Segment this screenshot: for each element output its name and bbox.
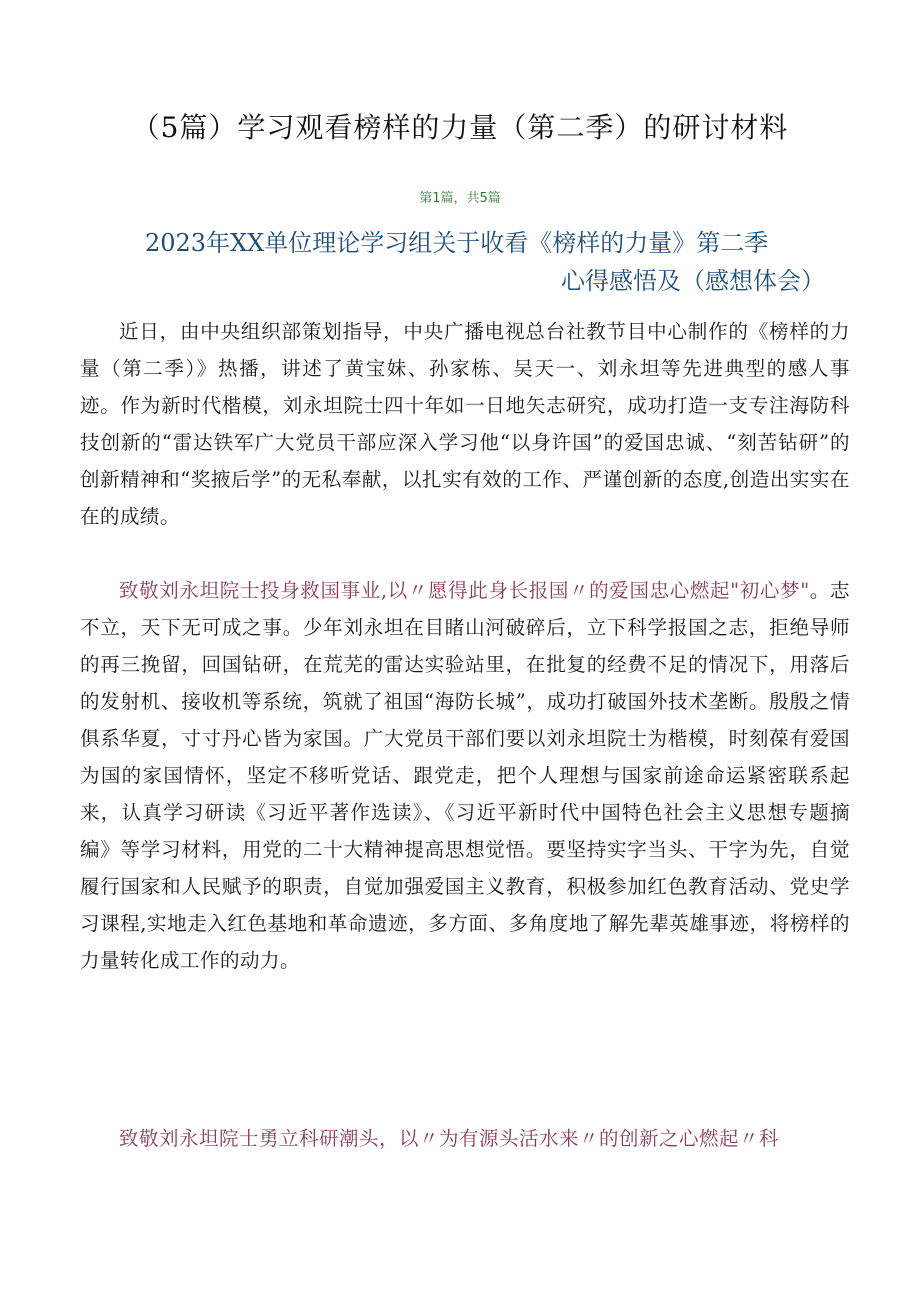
paragraph-2 — [80, 572, 850, 979]
section-title-line1: 2023年XX单位理论学习组关于收看《榜样的力量》第二季 — [145, 229, 769, 257]
section-title-line2: 心得感悟及（感想体会） — [561, 267, 825, 295]
paragraph-1: 近日，由中央组织部策划指导，中央广播电视总台社教节目中心制作的《榜样的力量（第二季）》热播，讲述了黄宝妹、孙家栋、吴天一、刘永坦等先进典型的感人事迹。作为新时代楷模，刘永坦院士四十年如一日地矢志研究，成功打造一支专注海防科技创新的“雷达铁军广大党员干部应深入学习他“以身许国”的爱国忠诚、“刻苦钻研”的创新精神和“奖掖后学”的无私奉献，以扎实有效的工作、严谨创新的态度,创造出实实在在的成绩。 — [80, 320, 850, 528]
document-title: （5篇）学习观看榜样的力量（第二季）的研讨材料 — [131, 111, 789, 144]
paragraph-2-lead: 致敬刘永坦院士投身救国事业,以〃愿得此身长报国〃的爱国忠心燃起"初心梦" — [119, 579, 810, 602]
paragraph-3-lead: 致敬刘永坦院士勇立科研潮头，以〃为有源头活水来〃的创新之心燃起〃科 — [119, 1127, 780, 1150]
section-title — [90, 224, 835, 300]
paragraph-2-rest: 。志不立，天下无可成之事。少年刘永坦在目睹山河破碎后，立下科学报国之志，拒绝导师的再三挽留，回国钻研，在荒芜的雷达实验站里，在批复的经费不足的情况下，用落后的发射机、接收机等系统，筑就了祖国“海防长城”，成功打破国外技术垄断。殷殷之情俱系华夏，寸寸丹心皆为家国。广大党员干部们要以刘永坦院士为楷模，时刻葆有爱国为国的家国情怀，坚定不移听党话、跟党走，把个人理想与国家前途命运紧密联系起来，认真学习研读《习近平著作选读》、《习近平新时代中国特色社会主义思想专题摘编》等学习材料，用党的二十大精神提高思想觉悟。要坚持实字当头、干字为先，自觉履行国家和人民赋予的职责，自觉加强爱国主义教育，积极参加红色教育活动、党史学习课程,实地走入红色基地和革命遗迹，多方面、多角度地了解先辈英雄事迹，将榜样的力量转化成工作的动力。 — [80, 579, 850, 972]
part-label: 第1篇，共5篇 — [419, 191, 501, 206]
